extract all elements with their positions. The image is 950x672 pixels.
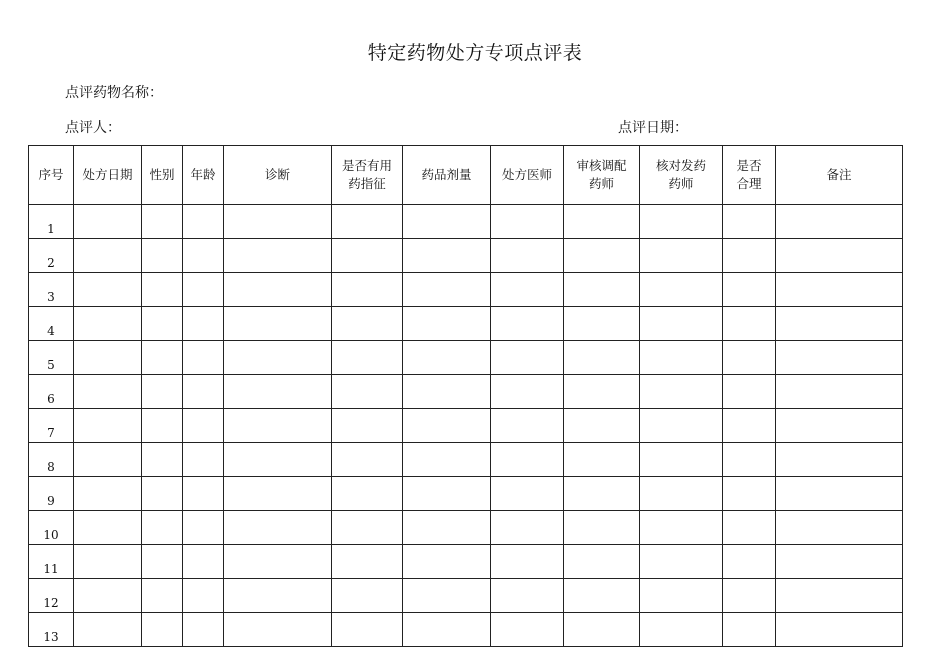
table-cell	[776, 341, 903, 375]
row-number: 10	[29, 511, 74, 545]
table-cell	[640, 409, 723, 443]
table-cell	[564, 341, 640, 375]
table-cell	[332, 545, 403, 579]
table-cell	[564, 477, 640, 511]
table-cell	[723, 341, 776, 375]
table-cell	[491, 273, 564, 307]
table-cell	[183, 545, 224, 579]
table-cell	[640, 205, 723, 239]
table-body	[29, 205, 903, 647]
row-number: 1	[29, 205, 74, 239]
table-cell	[224, 511, 332, 545]
table-cell	[491, 545, 564, 579]
table-cell	[74, 511, 142, 545]
table-cell	[332, 273, 403, 307]
table-cell	[183, 443, 224, 477]
table-cell	[332, 409, 403, 443]
table-cell	[640, 239, 723, 273]
table-cell	[224, 307, 332, 341]
table-cell	[332, 239, 403, 273]
table-cell	[491, 579, 564, 613]
table-cell	[564, 579, 640, 613]
table-cell	[183, 409, 224, 443]
review-date-label: 点评日期：	[618, 120, 688, 136]
table-cell	[332, 579, 403, 613]
table-cell	[403, 273, 491, 307]
table-cell	[776, 205, 903, 239]
table-cell	[183, 239, 224, 273]
table-cell	[142, 341, 183, 375]
table-cell	[403, 205, 491, 239]
table-cell	[723, 443, 776, 477]
table-cell	[403, 545, 491, 579]
table-cell	[723, 307, 776, 341]
table-cell	[224, 409, 332, 443]
table-cell	[564, 443, 640, 477]
table-cell	[491, 205, 564, 239]
table-cell	[723, 205, 776, 239]
row-number: 4	[29, 307, 74, 341]
table-cell	[640, 545, 723, 579]
table-cell	[224, 545, 332, 579]
table-cell	[564, 307, 640, 341]
table-cell	[142, 477, 183, 511]
table-cell	[403, 375, 491, 409]
table-cell	[776, 273, 903, 307]
header-cell-seq: 序号	[29, 146, 74, 205]
row-number: 6	[29, 375, 74, 409]
table-cell	[640, 375, 723, 409]
table-cell	[74, 341, 142, 375]
table-cell	[74, 307, 142, 341]
table-cell	[564, 613, 640, 647]
row-number: 12	[29, 579, 74, 613]
table-cell	[332, 443, 403, 477]
table-cell	[74, 443, 142, 477]
row-number: 11	[29, 545, 74, 579]
page-title: 特定药物处方专项点评表	[367, 42, 583, 64]
table-cell	[403, 239, 491, 273]
table-cell	[640, 307, 723, 341]
table-cell	[74, 409, 142, 443]
table-cell	[403, 409, 491, 443]
table-row	[29, 409, 903, 443]
table-cell	[723, 409, 776, 443]
table-row	[29, 545, 903, 579]
table-cell	[776, 239, 903, 273]
header-row	[29, 146, 903, 205]
table-cell	[723, 239, 776, 273]
table-cell	[640, 579, 723, 613]
header-cell-prescriber: 处方医师	[491, 146, 564, 205]
table-cell	[403, 613, 491, 647]
header-cell-reasonable: 是否 合理	[723, 146, 776, 205]
header-cell-diagnosis: 诊断	[224, 146, 332, 205]
table-cell	[491, 511, 564, 545]
table-cell	[183, 579, 224, 613]
table-cell	[142, 545, 183, 579]
table-cell	[776, 511, 903, 545]
table-cell	[142, 613, 183, 647]
table-cell	[723, 613, 776, 647]
table-row	[29, 579, 903, 613]
table-cell	[640, 273, 723, 307]
table-cell	[640, 613, 723, 647]
table-row	[29, 341, 903, 375]
table-cell	[776, 477, 903, 511]
table-cell	[723, 273, 776, 307]
table-cell	[74, 273, 142, 307]
table-cell	[332, 375, 403, 409]
table-cell	[564, 205, 640, 239]
table-cell	[74, 375, 142, 409]
table-row	[29, 205, 903, 239]
header-cell-gender: 性别	[142, 146, 183, 205]
table-cell	[224, 205, 332, 239]
table-cell	[403, 307, 491, 341]
table-cell	[564, 409, 640, 443]
table-cell	[776, 579, 903, 613]
review-table	[28, 145, 903, 647]
table-cell	[142, 579, 183, 613]
table-row	[29, 443, 903, 477]
table-row	[29, 239, 903, 273]
header-cell-dispense-pharmacist: 核对发药 药师	[640, 146, 723, 205]
table-cell	[403, 341, 491, 375]
table-cell	[142, 205, 183, 239]
row-number: 9	[29, 477, 74, 511]
table-cell	[491, 375, 564, 409]
table-cell	[564, 239, 640, 273]
table-cell	[491, 409, 564, 443]
table-cell	[403, 579, 491, 613]
drug-name-label: 点评药物名称：	[65, 85, 163, 101]
row-number: 2	[29, 239, 74, 273]
reviewer-label: 点评人：	[65, 120, 121, 136]
table-cell	[776, 545, 903, 579]
table-cell	[723, 511, 776, 545]
table-cell	[776, 409, 903, 443]
table-cell	[183, 477, 224, 511]
table-cell	[491, 443, 564, 477]
row-number: 5	[29, 341, 74, 375]
table-cell	[640, 511, 723, 545]
table-cell	[776, 443, 903, 477]
table-cell	[564, 273, 640, 307]
table-cell	[332, 613, 403, 647]
table-cell	[142, 443, 183, 477]
table-cell	[74, 239, 142, 273]
row-number: 7	[29, 409, 74, 443]
table-cell	[183, 375, 224, 409]
table-cell	[640, 477, 723, 511]
table-cell	[403, 477, 491, 511]
table-row	[29, 613, 903, 647]
table-cell	[723, 545, 776, 579]
row-number: 3	[29, 273, 74, 307]
table-cell	[224, 273, 332, 307]
header-cell-review-pharmacist: 审核调配 药师	[564, 146, 640, 205]
table-cell	[142, 273, 183, 307]
table-cell	[640, 341, 723, 375]
header-cell-indication: 是否有用 药指征	[332, 146, 403, 205]
table-cell	[776, 375, 903, 409]
table-cell	[491, 239, 564, 273]
table-cell	[74, 613, 142, 647]
table-row	[29, 511, 903, 545]
header-cell-age: 年龄	[183, 146, 224, 205]
table-cell	[564, 375, 640, 409]
header-cell-dosage: 药品剂量	[403, 146, 491, 205]
table-cell	[723, 579, 776, 613]
header-cell-rx-date: 处方日期	[74, 146, 142, 205]
header-cell-remarks: 备注	[776, 146, 903, 205]
table-row	[29, 273, 903, 307]
table-cell	[183, 307, 224, 341]
table-cell	[224, 341, 332, 375]
table-cell	[491, 613, 564, 647]
table-cell	[183, 341, 224, 375]
table-cell	[332, 205, 403, 239]
table-cell	[142, 511, 183, 545]
table-cell	[224, 443, 332, 477]
table-cell	[640, 443, 723, 477]
table-cell	[224, 477, 332, 511]
table-cell	[564, 545, 640, 579]
table-cell	[224, 579, 332, 613]
table-cell	[403, 511, 491, 545]
table-cell	[74, 205, 142, 239]
table-cell	[142, 239, 183, 273]
row-number: 13	[29, 613, 74, 647]
table-cell	[776, 613, 903, 647]
table-cell	[332, 307, 403, 341]
table-cell	[403, 443, 491, 477]
table-cell	[74, 477, 142, 511]
table-cell	[723, 477, 776, 511]
table-row	[29, 307, 903, 341]
table-cell	[332, 477, 403, 511]
table-cell	[183, 205, 224, 239]
table-row	[29, 375, 903, 409]
table-cell	[142, 375, 183, 409]
table-cell	[224, 375, 332, 409]
table-cell	[224, 613, 332, 647]
table-cell	[74, 545, 142, 579]
table-cell	[564, 511, 640, 545]
table-cell	[183, 613, 224, 647]
table-cell	[491, 341, 564, 375]
table-cell	[332, 341, 403, 375]
table-cell	[74, 579, 142, 613]
table-cell	[224, 239, 332, 273]
table-cell	[776, 307, 903, 341]
table-cell	[183, 273, 224, 307]
table-row	[29, 477, 903, 511]
row-number: 8	[29, 443, 74, 477]
table-cell	[723, 375, 776, 409]
table-cell	[142, 409, 183, 443]
table-cell	[491, 477, 564, 511]
table-cell	[142, 307, 183, 341]
table-cell	[491, 307, 564, 341]
table-cell	[332, 511, 403, 545]
table-cell	[183, 511, 224, 545]
